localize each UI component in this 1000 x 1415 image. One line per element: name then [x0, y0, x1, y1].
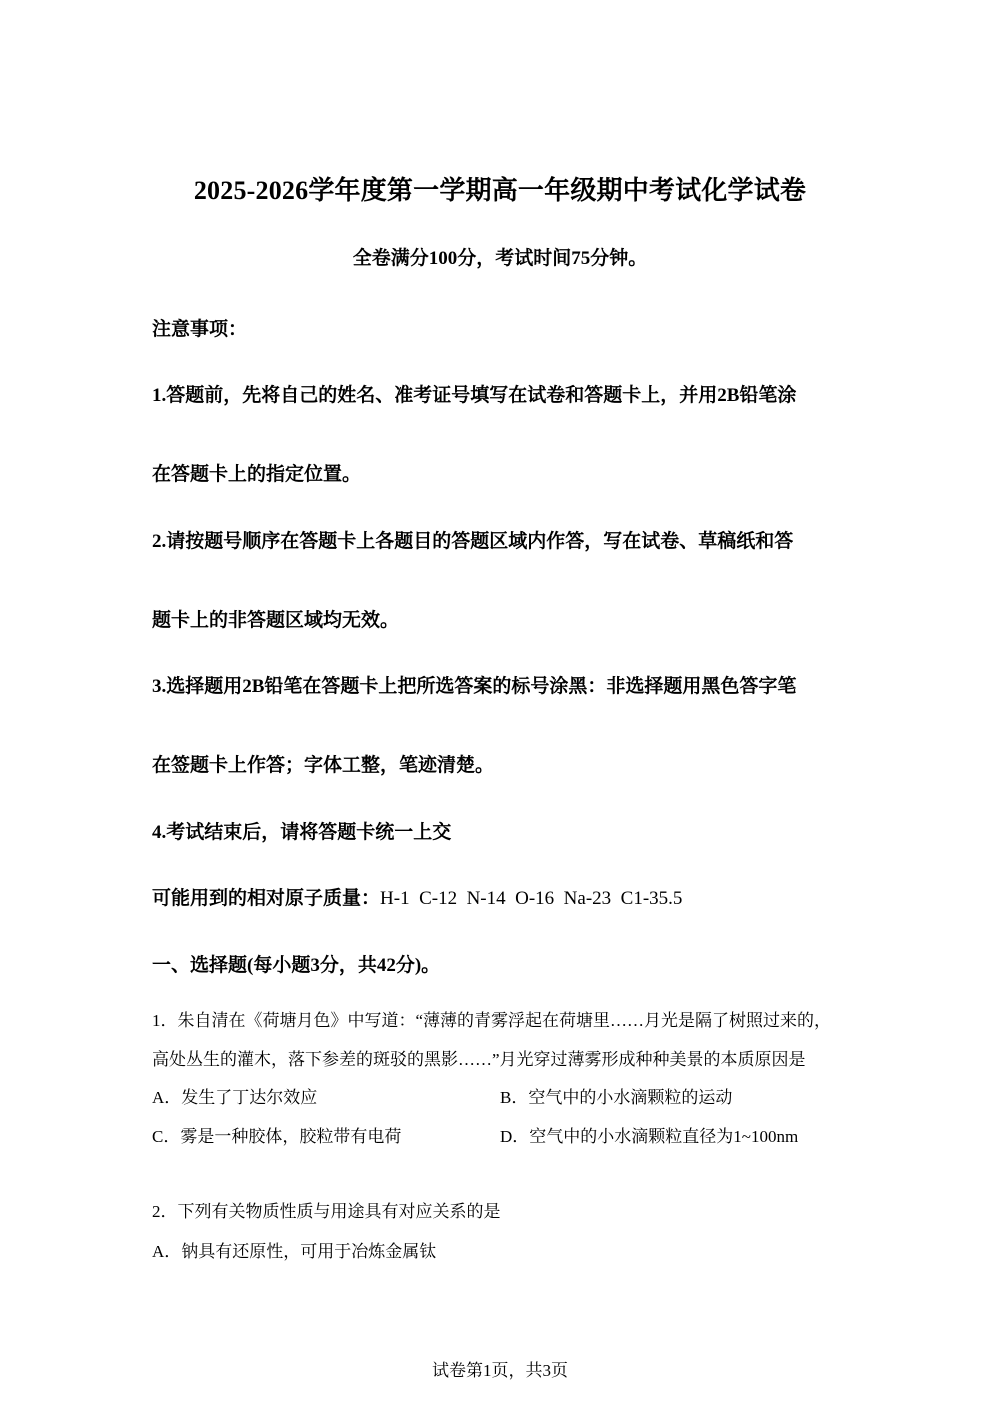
section-heading: 一、选择题(每小题3分，共42分)。 — [152, 955, 441, 976]
notice-item-1-line-1: 1.答题前，先将自己的姓名、准考证号填写在试卷和答题卡上，并用2B铅笔涂 — [152, 385, 797, 406]
question-1-line-1: 1．朱自清在《荷塘月色》中写道：“薄薄的青雾浮起在荷塘里……月光是隔了树照过来的， — [152, 1011, 832, 1030]
page-title: 2025-2026学年度第一学期高一年级期中考试化学试卷 — [193, 176, 807, 205]
notice-heading: 注意事项： — [152, 319, 248, 340]
question-1-option-c: C．雾是一种胶体，胶粒带有电荷 — [152, 1127, 402, 1146]
notice-item-2-line-1: 2.请按题号顺序在答题卡上各题目的答题区域内作答，写在试卷、草稿纸和答 — [152, 531, 794, 552]
atomic-mass-values: H-1 C-12 N-14 O-16 Na-23 C1-35.5 — [380, 888, 683, 909]
question-1-option-a: A．发生了丁达尔效应 — [152, 1088, 318, 1107]
notice-item-2-line-2: 题卡上的非答题区域均无效。 — [152, 610, 400, 631]
question-1-line-2: 高处丛生的灌木，落下参差的斑驳的黑影……”月光穿过薄雾形成种种美景的本质原因是 — [152, 1050, 806, 1069]
question-1-option-b: B．空气中的小水滴颗粒的运动 — [500, 1088, 733, 1107]
question-1-option-d: D．空气中的小水滴颗粒直径为1~100nm — [500, 1127, 799, 1146]
notice-item-4: 4.考试结束后，请将答题卡统一上交 — [152, 822, 452, 843]
page-footer: 试卷第1页，共3页 — [432, 1361, 568, 1380]
notice-item-3-line-1: 3.选择题用2B铅笔在答题卡上把所选答案的标号涂黑：非选择题用黑色答字笔 — [152, 676, 797, 697]
atomic-mass-line — [152, 883, 682, 910]
exam-info: 全卷满分100分，考试时间75分钟。 — [352, 248, 648, 269]
notice-item-1-line-2: 在答题卡上的指定位置。 — [152, 464, 362, 485]
question-2-option-a: A．钠具有还原性，可用于冶炼金属钛 — [152, 1242, 437, 1261]
atomic-mass-label: 可能用到的相对原子质量： — [152, 888, 381, 909]
notice-item-3-line-2: 在签题卡上作答；字体工整，笔迹清楚。 — [152, 755, 495, 776]
question-2-line-1: 2．下列有关物质性质与用途具有对应关系的是 — [152, 1202, 501, 1221]
